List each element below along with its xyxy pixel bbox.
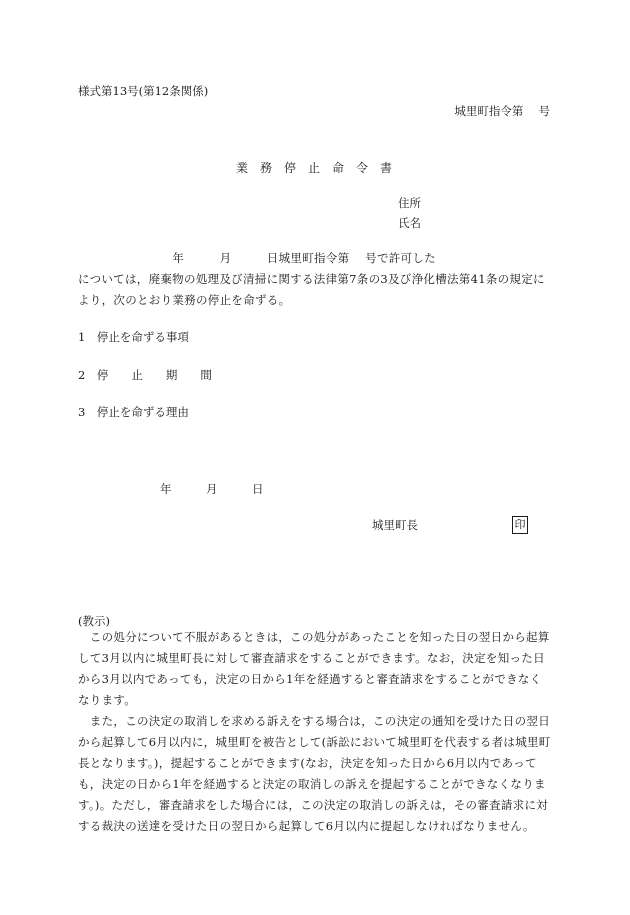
notice-paragraph-1: この処分について不服があるときは，この処分があったことを知った日の翌日から起算して3月以内に城里町長に対して審査請求をすることができます。なお，決定を知った日から3月以内であっても，決定の日から1年を経過すると審査請求をすることができなくなります。 <box>78 630 550 707</box>
seal-mark: 印 <box>512 516 528 534</box>
form-label: 様式第13号(第12条関係) <box>78 84 209 98</box>
item-suspended-matters: 1 停止を命ずる事項 <box>78 330 189 344</box>
order-body: 年 月 日城里町指令第 号で許可した については，廃棄物の処理及び清掃に関する法律第7条の3及び浄化槽法第41条の規定により，次のとおり業務の停止を命ずる。 <box>78 251 545 307</box>
document-number: 城里町指令第 号 <box>454 104 550 118</box>
issuer-name: 城里町長 <box>372 518 418 532</box>
item-suspension-period: 2 停 止 期 間 <box>78 368 212 382</box>
item-suspension-reason: 3 停止を命ずる理由 <box>78 405 189 419</box>
address-label: 住所 <box>398 196 421 210</box>
name-label: 氏名 <box>398 216 421 230</box>
document-title: 業 務 停 止 命 令 書 <box>236 161 393 175</box>
notice-heading: (教示) <box>78 614 110 628</box>
issue-date: 年 月 日 <box>160 482 264 496</box>
notice-paragraph-2: また，この決定の取消しを求める訴えをする場合は，この決定の通知を受けた日の翌日から起算して6月以内に，城里町を被告として(訴訟において城里町を代表する者は城里町長となります。)，提起することができます(なお，決定を知った日から6月以内であっても，決定の日から1年を経過すると決定の取消しの訴えを提起することができなくなります。)。ただし，審査請求をした場合には，この決定の取消しの訴えは，その審査請求に対する裁決の送達を受けた日の翌日から起算して6月以内に提起しなければなりません。 <box>78 714 551 833</box>
